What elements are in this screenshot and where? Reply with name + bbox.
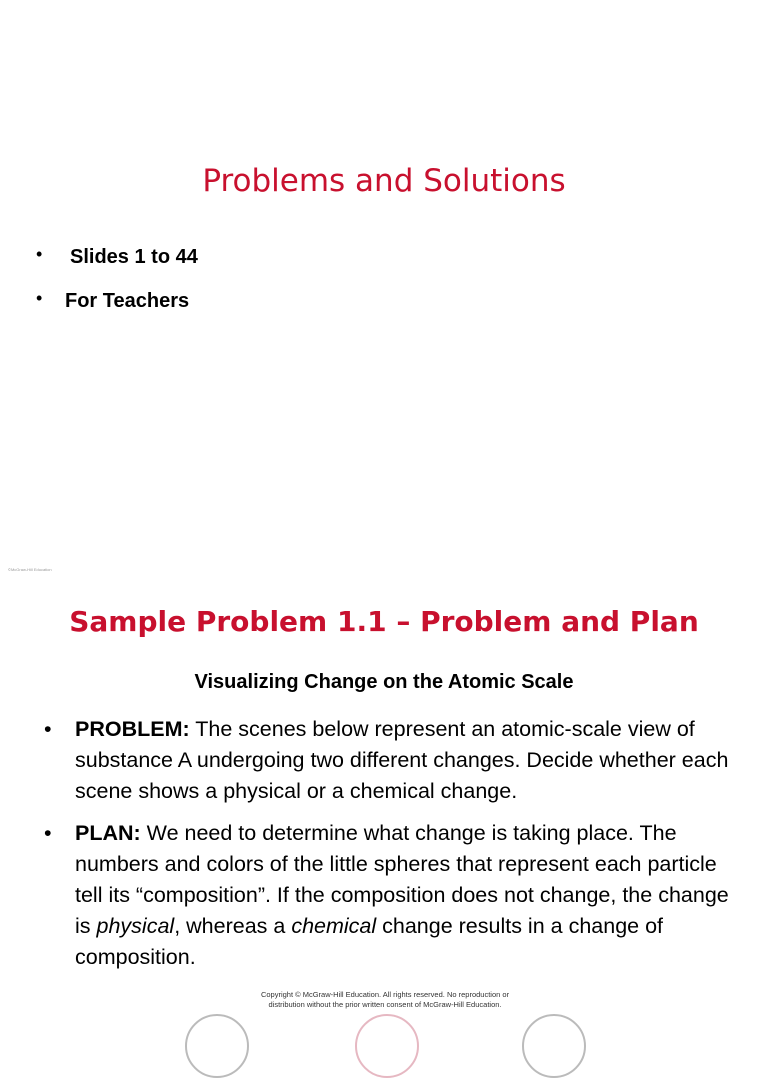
bullet-text: For Teachers (65, 290, 190, 312)
slide-title: Sample Problem 1.1 – Problem and Plan (69, 605, 699, 638)
plan-text: change results in a change of composition. (75, 914, 664, 969)
bullet-icon: • (44, 717, 52, 741)
atomic-scene-figures (160, 1014, 610, 1026)
slide-subtitle: Visualizing Change on the Atomic Scale (194, 671, 574, 693)
tiny-copyright: ©McGraw-Hill Education (8, 567, 52, 572)
bullet-text: Slides 1 to 44 (70, 246, 198, 268)
plan-text: , whereas a (174, 914, 292, 938)
bullet-list (44, 714, 734, 984)
plan-emphasis-chemical: chemical (291, 914, 377, 938)
bullet-icon: • (44, 821, 52, 845)
slide-2 (0, 576, 768, 1024)
plan-item (44, 818, 734, 973)
problem-item (44, 714, 734, 807)
problem-label: PROBLEM: (75, 717, 190, 741)
copyright-notice (240, 990, 530, 1010)
problem-text: The scenes below represent an atomic-scale view of substance A undergoing two different changes. Decide whether each scene shows a physical or a chemical change. (75, 717, 729, 803)
bullet-icon: • (36, 288, 43, 308)
plan-label: PLAN: (75, 821, 141, 845)
copyright-line: distribution without the prior written consent of McGraw-Hill Education. (268, 1000, 502, 1009)
bullet-icon: • (36, 244, 43, 264)
slide-title: Problems and Solutions (202, 163, 566, 199)
plan-emphasis-physical: physical (96, 914, 175, 938)
plan-text: We need to determine what change is taking place. The numbers and colors of the little spheres that represent each particle tell its “composition”. If the composition does not change, the change is (75, 821, 729, 938)
copyright-line: Copyright © McGraw-Hill Education. All rights reserved. No reproduction or (260, 990, 510, 999)
